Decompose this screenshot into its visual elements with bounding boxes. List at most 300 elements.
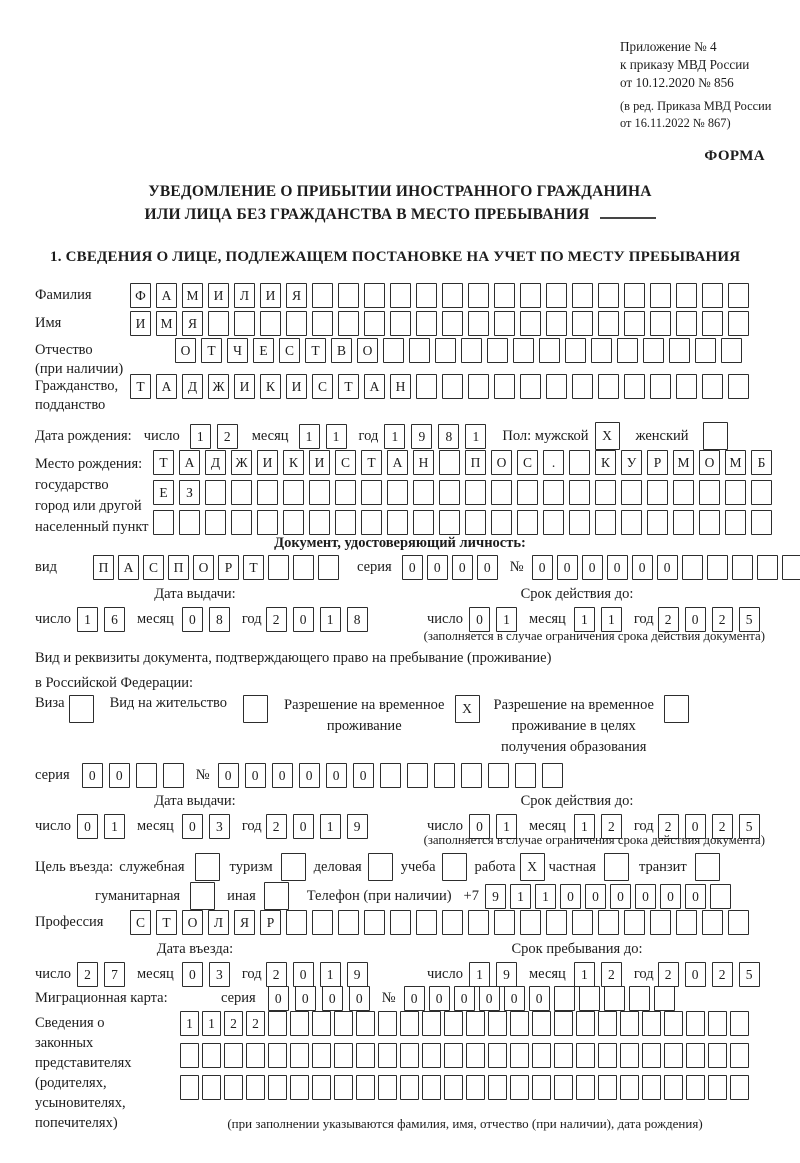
char-box: 0: [610, 884, 631, 909]
char-box: [400, 1043, 419, 1068]
entry-day-boxes: [77, 962, 125, 987]
char-box: 0: [82, 763, 103, 788]
char-box: [413, 510, 434, 535]
char-box: [728, 374, 749, 399]
char-box: С: [517, 450, 538, 475]
char-box: 9: [347, 962, 368, 987]
char-box: X: [595, 422, 620, 450]
char-box: [444, 1043, 463, 1068]
char-box: 2: [224, 1011, 243, 1036]
char-box: 0: [402, 555, 423, 580]
char-box: 5: [739, 607, 760, 632]
valid-until-heading: Срок действия до:: [520, 586, 634, 602]
purpose-transit-label: транзит: [638, 858, 687, 875]
char-box: [654, 986, 675, 1011]
stay-year-boxes: [658, 962, 760, 987]
temp-residence-label: Разрешение на временное проживание: [284, 697, 445, 734]
char-box: [728, 311, 749, 336]
series-label: серия: [35, 767, 70, 783]
char-box: 1: [465, 424, 486, 449]
char-box: [205, 480, 226, 505]
char-box: [554, 986, 575, 1011]
char-box: [202, 1075, 221, 1100]
char-box: 0: [582, 555, 603, 580]
name-row: [35, 311, 749, 336]
validity-note: (заполняется в случае ограничения срока действия документа): [423, 833, 765, 847]
char-box: 1: [574, 814, 595, 839]
char-box: Б: [751, 450, 772, 475]
char-box: [598, 1043, 617, 1068]
char-box: [286, 311, 307, 336]
char-box: [546, 311, 567, 336]
char-box: [422, 1075, 441, 1100]
char-box: 0: [293, 607, 314, 632]
char-box: [598, 1011, 617, 1036]
char-box: [179, 510, 200, 535]
char-box: [517, 510, 538, 535]
char-box: [439, 450, 460, 475]
char-box: [565, 338, 586, 363]
char-box: [224, 1043, 243, 1068]
char-box: 2: [266, 962, 287, 987]
char-box: А: [387, 450, 408, 475]
temp-residence-edu-label: Разрешение на временное проживание в целях получения образования: [493, 697, 654, 755]
char-box: И: [260, 283, 281, 308]
char-box: Ф: [130, 283, 151, 308]
char-box: [387, 510, 408, 535]
char-box: [554, 1043, 573, 1068]
char-box: Т: [361, 450, 382, 475]
char-box: 0: [557, 555, 578, 580]
char-box: [422, 1043, 441, 1068]
char-box: [335, 480, 356, 505]
char-box: 1: [320, 814, 341, 839]
profession-label: Профессия: [35, 914, 104, 930]
char-box: 0: [529, 986, 550, 1011]
char-box: [422, 1011, 441, 1036]
char-box: Л: [208, 910, 229, 935]
char-box: [290, 1011, 309, 1036]
char-box: 1: [384, 424, 405, 449]
char-box: [708, 1011, 727, 1036]
legal-representatives-block: [35, 1011, 750, 1133]
char-box: [439, 510, 460, 535]
char-box: 8: [438, 424, 459, 449]
purpose-private-checkbox: [604, 853, 629, 881]
residence-permit-label: Вид на жительство: [109, 695, 228, 711]
char-box: Я: [234, 910, 255, 935]
char-box: [686, 1011, 705, 1036]
char-box: [576, 1043, 595, 1068]
amendment-line: от 16.11.2022 № 867): [620, 116, 731, 130]
char-box: [664, 695, 689, 723]
char-box: 9: [347, 814, 368, 839]
month-label: месяц: [251, 427, 289, 444]
citizenship-boxes: [130, 374, 749, 399]
char-box: [664, 1075, 683, 1100]
char-box: [532, 1075, 551, 1100]
char-box: [624, 311, 645, 336]
char-box: [356, 1011, 375, 1036]
char-box: 0: [469, 814, 490, 839]
char-box: [413, 480, 434, 505]
day-label: число: [35, 966, 71, 982]
char-box: [268, 1011, 287, 1036]
char-box: [728, 910, 749, 935]
char-box: [702, 374, 723, 399]
doc-series-boxes: [402, 555, 498, 580]
char-box: [546, 910, 567, 935]
char-box: 9: [411, 424, 432, 449]
char-box: 1: [535, 884, 556, 909]
char-box: [572, 910, 593, 935]
char-box: И: [208, 283, 229, 308]
visa-checkbox: [69, 695, 94, 723]
char-box: [751, 510, 772, 535]
char-box: 0: [632, 555, 653, 580]
profession-boxes: [130, 910, 749, 935]
char-box: [647, 510, 668, 535]
birth-year-boxes: [384, 424, 486, 449]
char-box: 0: [404, 986, 425, 1011]
char-box: 9: [496, 962, 517, 987]
char-box: [510, 1075, 529, 1100]
purpose-study-label: учеба: [400, 858, 436, 875]
char-box: [488, 763, 509, 788]
char-box: [542, 763, 563, 788]
month-label: месяц: [136, 966, 174, 982]
form-title: [35, 180, 765, 226]
char-box: [461, 338, 482, 363]
char-box: А: [156, 283, 177, 308]
char-box: [510, 1043, 529, 1068]
sex-male-label: Пол: мужской: [502, 427, 589, 444]
char-box: [669, 338, 690, 363]
char-box: Т: [156, 910, 177, 935]
char-box: 2: [217, 424, 238, 449]
legal-representatives-label: Сведения о законных представителях (родителях, усыновителях, попечителях): [35, 1015, 132, 1131]
char-box: [439, 480, 460, 505]
char-box: Р: [218, 555, 239, 580]
char-box: З: [179, 480, 200, 505]
char-box: [520, 374, 541, 399]
char-box: [468, 283, 489, 308]
char-box: [702, 311, 723, 336]
stay-month-boxes: [574, 962, 622, 987]
char-box: 0: [218, 763, 239, 788]
phone-prefix: +7: [463, 887, 479, 904]
char-box: [620, 1011, 639, 1036]
char-box: 0: [685, 814, 706, 839]
birth-date-row: [35, 422, 728, 450]
permit-line2: в Российской Федерации:: [35, 675, 194, 691]
char-box: 3: [209, 814, 230, 839]
char-box: [312, 910, 333, 935]
char-box: [390, 311, 411, 336]
char-box: 2: [601, 814, 622, 839]
char-box: [416, 283, 437, 308]
char-box: [757, 555, 778, 580]
purpose-study-checkbox: [442, 853, 467, 881]
char-box: 0: [454, 986, 475, 1011]
char-box: [725, 480, 746, 505]
char-box: 1: [320, 962, 341, 987]
char-box: К: [260, 374, 281, 399]
char-box: 1: [510, 884, 531, 909]
identity-doc-heading: Документ, удостоверяющий личность:: [274, 535, 526, 551]
char-box: 2: [658, 607, 679, 632]
char-box: [283, 510, 304, 535]
year-label: год: [633, 818, 654, 834]
char-box: 0: [427, 555, 448, 580]
char-box: [494, 283, 515, 308]
purpose-tourism-checkbox: [281, 853, 306, 881]
char-box: [554, 1011, 573, 1036]
char-box: Т: [201, 338, 222, 363]
char-box: [268, 555, 289, 580]
char-box: [442, 374, 463, 399]
char-box: [488, 1043, 507, 1068]
char-box: С: [312, 374, 333, 399]
day-label: число: [35, 611, 71, 627]
char-box: [257, 480, 278, 505]
char-box: [699, 510, 720, 535]
surname-boxes: [130, 283, 749, 308]
sex-female-checkbox: [703, 422, 728, 450]
char-box: X: [455, 695, 480, 723]
char-box: [676, 374, 697, 399]
char-box: [468, 910, 489, 935]
char-box: К: [595, 450, 616, 475]
char-box: 2: [77, 962, 98, 987]
char-box: [338, 910, 359, 935]
char-box: [378, 1075, 397, 1100]
char-box: [598, 311, 619, 336]
char-box: 0: [660, 884, 681, 909]
number-label: №: [509, 559, 524, 575]
char-box: 0: [429, 986, 450, 1011]
char-box: Т: [153, 450, 174, 475]
char-box: [383, 338, 404, 363]
char-box: [368, 853, 393, 881]
char-box: [702, 283, 723, 308]
char-box: [730, 1011, 749, 1036]
char-box: 0: [326, 763, 347, 788]
purpose-tourism-label: туризм: [229, 858, 273, 875]
char-box: [591, 338, 612, 363]
name-boxes: [130, 311, 749, 336]
profession-row: [35, 910, 749, 935]
char-box: [624, 283, 645, 308]
char-box: [595, 480, 616, 505]
validity-note: (заполняется в случае ограничения срока действия документа): [423, 629, 765, 643]
purpose-business-label: деловая: [313, 858, 362, 875]
char-box: 0: [657, 555, 678, 580]
appendix-block: [620, 38, 771, 132]
amendment-line: (в ред. Приказа МВД России: [620, 99, 772, 113]
char-box: [676, 283, 697, 308]
char-box: [465, 480, 486, 505]
month-label: месяц: [136, 818, 174, 834]
purpose-work-checkbox: [520, 853, 545, 881]
char-box: [576, 1075, 595, 1100]
birth-place-boxes-1: [153, 450, 772, 475]
char-box: Т: [130, 374, 151, 399]
patronymic-boxes: [175, 338, 742, 363]
char-box: [290, 1075, 309, 1100]
legal-boxes-2: [180, 1043, 750, 1068]
char-box: [387, 480, 408, 505]
char-box: [335, 510, 356, 535]
char-box: [650, 311, 671, 336]
month-label: месяц: [528, 611, 566, 627]
char-box: 3: [209, 962, 230, 987]
sex-male-checkbox: [595, 422, 620, 450]
char-box: 0: [477, 555, 498, 580]
char-box: [730, 1043, 749, 1068]
phone-boxes: [485, 884, 731, 909]
char-box: [444, 1011, 463, 1036]
char-box: 1: [574, 607, 595, 632]
migration-number-boxes: [404, 986, 675, 1011]
char-box: 2: [246, 1011, 265, 1036]
char-box: Я: [182, 311, 203, 336]
year-label: год: [633, 611, 654, 627]
char-box: О: [491, 450, 512, 475]
char-box: С: [143, 555, 164, 580]
char-box: [629, 986, 650, 1011]
day-label: число: [427, 818, 463, 834]
char-box: М: [725, 450, 746, 475]
stay-until-heading: Срок пребывания до:: [511, 941, 643, 957]
char-box: [180, 1043, 199, 1068]
purpose-other-label: иная: [227, 887, 256, 904]
migration-card-row: [35, 986, 675, 1011]
char-box: [416, 311, 437, 336]
char-box: [190, 882, 215, 910]
char-box: [708, 1043, 727, 1068]
char-box: Т: [305, 338, 326, 363]
char-box: [442, 853, 467, 881]
char-box: [312, 1075, 331, 1100]
birth-place-boxes-3: [153, 510, 772, 535]
permit-number-boxes: [218, 763, 563, 788]
char-box: 0: [268, 986, 289, 1011]
char-box: 8: [347, 607, 368, 632]
issue-date-heading: Дата выдачи:: [154, 793, 236, 809]
char-box: [673, 480, 694, 505]
char-box: [361, 510, 382, 535]
surname-label: Фамилия: [35, 287, 92, 303]
char-box: 0: [295, 986, 316, 1011]
char-box: [491, 510, 512, 535]
char-box: [234, 311, 255, 336]
purpose-private-label: частная: [548, 858, 596, 875]
char-box: 1: [299, 424, 320, 449]
char-box: К: [283, 450, 304, 475]
char-box: У: [621, 450, 642, 475]
char-box: 0: [299, 763, 320, 788]
char-box: [494, 374, 515, 399]
identity-doc-row: [35, 555, 800, 580]
char-box: [620, 1043, 639, 1068]
char-box: 0: [452, 555, 473, 580]
char-box: [647, 480, 668, 505]
char-box: [517, 480, 538, 505]
char-box: [569, 450, 590, 475]
char-box: 1: [202, 1011, 221, 1036]
doc-number-boxes: [532, 555, 800, 580]
char-box: 1: [469, 962, 490, 987]
char-box: [543, 480, 564, 505]
char-box: [390, 910, 411, 935]
char-box: Ч: [227, 338, 248, 363]
char-box: [286, 910, 307, 935]
char-box: Ж: [208, 374, 229, 399]
birth-date-label: Дата рождения:: [35, 427, 132, 444]
char-box: [664, 1043, 683, 1068]
birth-month-boxes: [299, 424, 347, 449]
char-box: С: [279, 338, 300, 363]
char-box: [444, 1075, 463, 1100]
temp-residence-edu-checkbox: [664, 695, 689, 723]
char-box: 7: [104, 962, 125, 987]
char-box: [224, 1075, 243, 1100]
year-label: год: [358, 427, 379, 444]
char-box: [400, 1075, 419, 1100]
char-box: [195, 853, 220, 881]
birth-place-boxes-2: [153, 480, 772, 505]
series-label: серия: [221, 990, 256, 1006]
char-box: [334, 1011, 353, 1036]
purpose-humanitarian-checkbox: [190, 882, 215, 910]
citizenship-label: Гражданство, подданство: [35, 378, 119, 413]
char-box: А: [118, 555, 139, 580]
char-box: [361, 480, 382, 505]
char-box: [620, 1075, 639, 1100]
char-box: [466, 1011, 485, 1036]
patronymic-row: [35, 338, 742, 379]
char-box: 0: [685, 884, 706, 909]
char-box: [515, 763, 536, 788]
temp-residence-checkbox: [455, 695, 480, 723]
char-box: 1: [180, 1011, 199, 1036]
permit-series-boxes: [82, 763, 184, 788]
migration-series-boxes: [268, 986, 370, 1011]
char-box: X: [520, 853, 545, 881]
stay-day-boxes: [469, 962, 517, 987]
char-box: [695, 338, 716, 363]
char-box: Р: [647, 450, 668, 475]
residence-permit-checkbox: [243, 695, 268, 723]
legal-note: (при заполнении указываются фамилия, имя, отчество (при наличии), дата рождения): [227, 1116, 703, 1131]
char-box: 1: [601, 607, 622, 632]
char-box: [624, 374, 645, 399]
char-box: .: [543, 450, 564, 475]
char-box: [699, 480, 720, 505]
char-box: В: [331, 338, 352, 363]
char-box: [579, 986, 600, 1011]
char-box: [364, 910, 385, 935]
doc-type-boxes: [93, 555, 339, 580]
patronymic-label: Отчество (при наличии): [35, 342, 124, 377]
day-label: число: [35, 818, 71, 834]
char-box: А: [156, 374, 177, 399]
char-box: 9: [485, 884, 506, 909]
form-title-line1: УВЕДОМЛЕНИЕ О ПРИБЫТИИ ИНОСТРАННОГО ГРАЖДАНИНА: [148, 183, 652, 200]
purpose-transit-checkbox: [695, 853, 720, 881]
char-box: [539, 338, 560, 363]
